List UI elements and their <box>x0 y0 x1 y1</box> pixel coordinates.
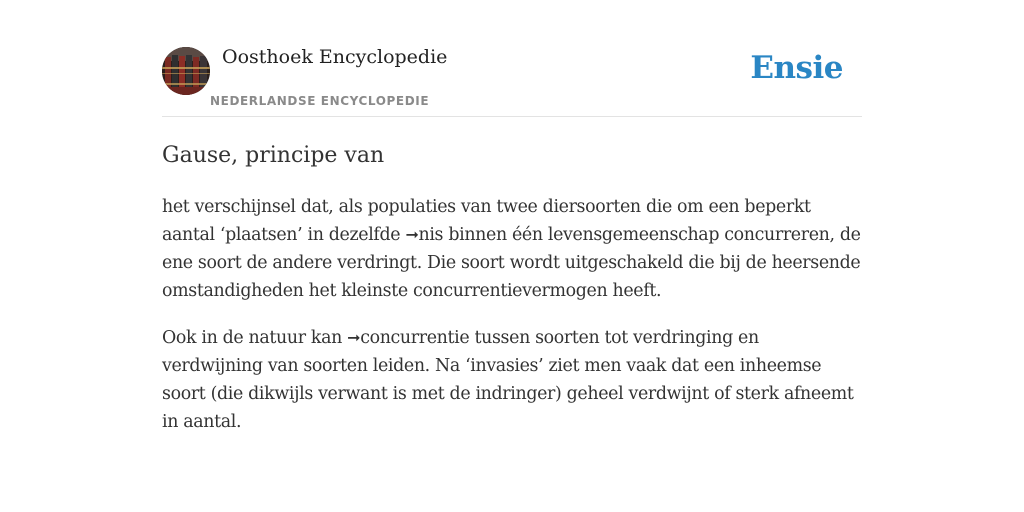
cross-reference-label: nis <box>418 225 444 245</box>
cross-reference-link[interactable] <box>347 328 469 348</box>
encyclopedia-books-icon[interactable] <box>162 47 210 95</box>
page <box>162 0 862 436</box>
cross-reference-label: concurrentie <box>360 328 470 348</box>
article-paragraph <box>162 324 862 436</box>
paragraph-text: binnen één levensgemeenschap concurreren, de ene soort de andere verdringt. Die soort wordt uitgeschakeld die bij de heersende omstandigheden het kleinste concurrentievermogen heeft. <box>162 225 861 301</box>
paragraph-text: Ook in de natuur kan <box>162 328 348 348</box>
article-body <box>162 193 862 436</box>
paragraph-text: tussen soorten tot verdringing en verdwijning van soorten leiden. Na ‘invasies’ ziet men vaak dat een inheemse soort (die dikwijls verwant is met de indringer) geheel verdwijnt of sterk afneemt in aantal. <box>162 328 854 432</box>
site-header <box>162 0 862 117</box>
arrow-right-icon: ➞ <box>405 225 419 244</box>
article-title: Gause, principe van <box>162 143 385 168</box>
site-subtitle: NEDERLANDSE ENCYCLOPEDIE <box>210 94 430 108</box>
article-paragraph <box>162 193 862 305</box>
site-title[interactable]: Oosthoek Encyclopedie <box>222 46 448 68</box>
arrow-right-icon: ➞ <box>347 328 361 347</box>
paragraph-text: het verschijnsel dat, als populaties van twee diersoorten die om een beperkt aantal ‘plaatsen’ in dezelfde <box>162 197 811 245</box>
brand-logo[interactable]: Ensie <box>750 50 843 86</box>
cross-reference-link[interactable] <box>405 225 443 245</box>
